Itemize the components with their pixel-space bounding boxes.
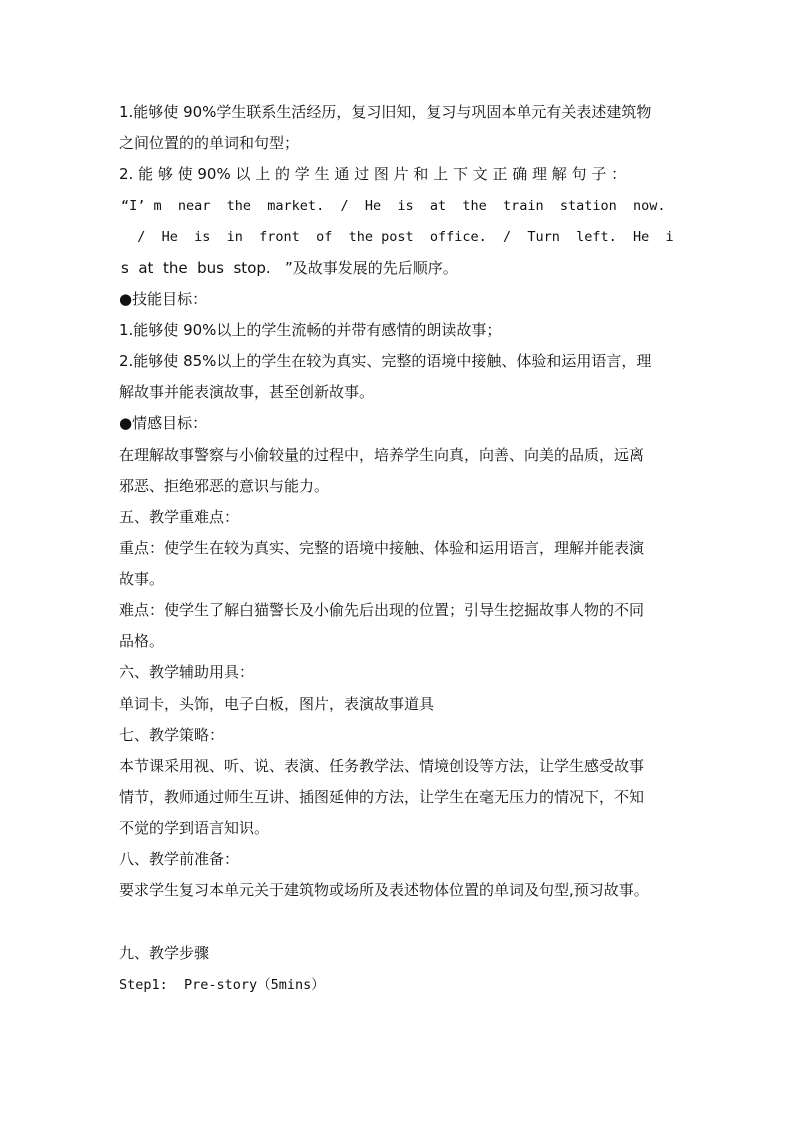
section-6-heading: 六、教学辅助用具： (119, 663, 255, 681)
emotion-line-2: 邪恶、拒绝邪恶的意识与能力。 (119, 477, 330, 495)
objective-2-intro: 2. 能 够 使 90% 以 上 的 学 生 通 过 图 片 和 上 下 文 正 确 理 解 句 子 ： (119, 165, 627, 183)
difficulty-line-2: 品格。 (119, 632, 165, 650)
skill-item-2-line-1: 2.能够使 85%以上的学生在较为真实、完整的语境中接触、体验和运用语言，理 (119, 352, 652, 370)
difficulty-line-1: 难点：使学生了解白猫警长及小偷先后出现的位置；引导生挖掘故事人物的不同 (119, 601, 645, 619)
strategy-line-2: 情节，教师通过师生互讲、插图延伸的方法，让学生在毫无压力的情况下，不知 (119, 788, 645, 806)
emotion-heading: ●情感目标： (119, 414, 208, 432)
objective-2-english-line-1: “I’ m near the market. / He is at the train station now. (121, 198, 666, 214)
strategy-line-3: 不觉的学到语言知识。 (119, 819, 270, 837)
objective-1-line-2: 之间位置的的单词和句型； (119, 134, 300, 152)
section-8-heading: 八、教学前准备： (119, 850, 240, 868)
step-1-label: Step1: Pre-story（5mins） (119, 977, 325, 993)
skill-heading: ●技能目标： (119, 290, 208, 308)
skill-item-2-line-2: 解故事并能表演故事，甚至创新故事。 (119, 383, 375, 401)
focus-line-1: 重点：使学生在较为真实、完整的语境中接触、体验和运用语言，理解并能表演 (119, 539, 645, 557)
section-5-heading: 五、教学重难点： (119, 508, 240, 526)
objective-2-english-line-2: / He is in front of the post office. / Turn left. He i (121, 229, 674, 245)
objective-1-line-1: 1.能够使 90%学生联系生活经历，复习旧知，复习与巩固本单元有关表述建筑物 (119, 103, 652, 121)
focus-line-2: 故事。 (119, 570, 165, 588)
strategy-line-1: 本节课采用视、听、说、表演、任务教学法、情境创设等方法，让学生感受故事 (119, 757, 645, 775)
objective-2-english-line-3: s at the bus stop. ”及故事发展的先后顺序。 (121, 259, 458, 277)
emotion-line-1: 在理解故事警察与小偷较量的过程中，培养学生向真，向善、向美的品质，远离 (119, 446, 645, 464)
skill-item-1: 1.能够使 90%以上的学生流畅的并带有感情的朗读故事； (119, 321, 502, 339)
preparation-text: 要求学生复习本单元关于建筑物或场所及表述物体位置的单词及句型,预习故事。 (119, 881, 649, 899)
section-9-heading: 九、教学步骤 (119, 944, 210, 962)
section-7-heading: 七、教学策略： (119, 726, 225, 744)
teaching-tools: 单词卡，头饰，电子白板，图片，表演故事道具 (119, 695, 435, 713)
